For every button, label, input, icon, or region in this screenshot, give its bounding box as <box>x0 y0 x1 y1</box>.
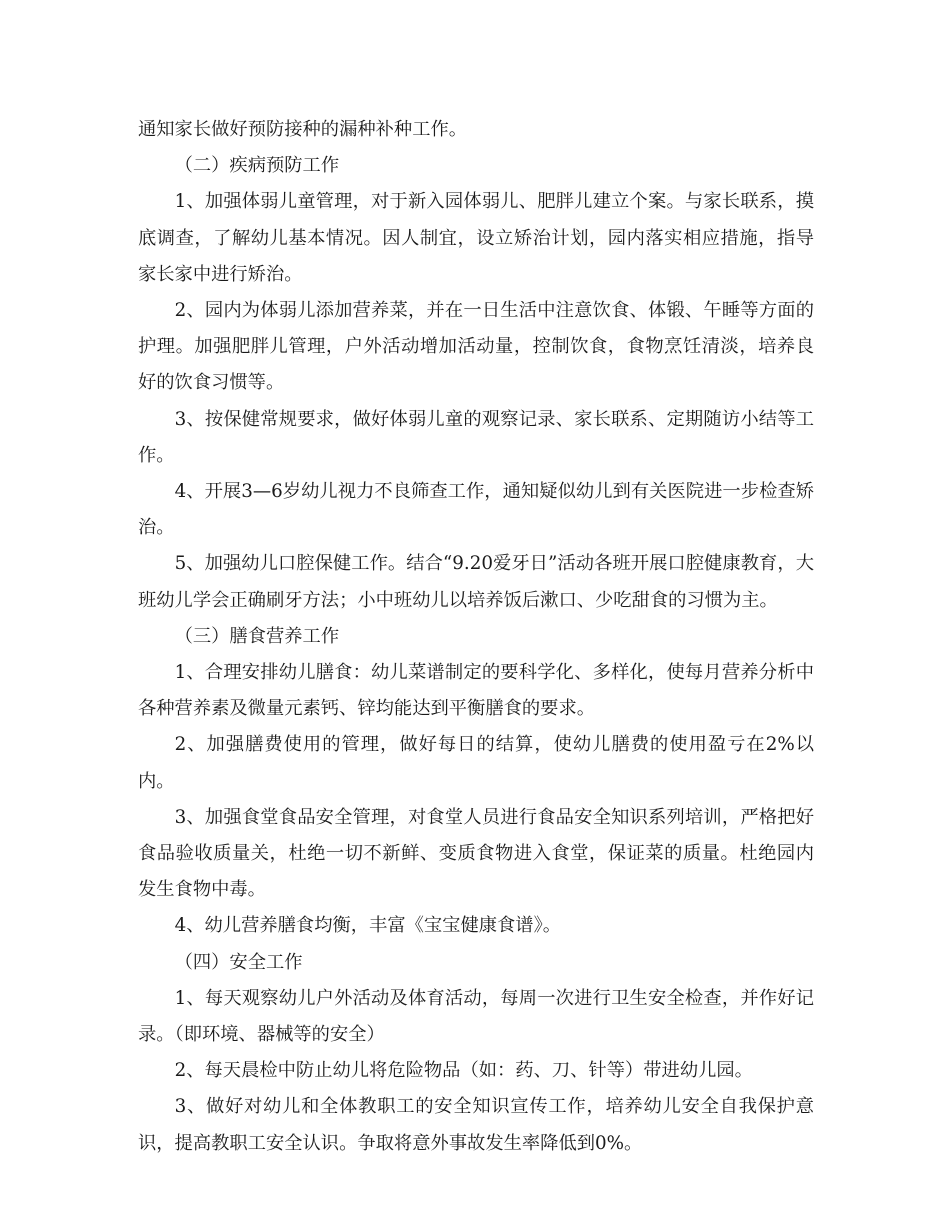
paragraph: 2、加强膳费使用的管理，做好每日的结算，使幼儿膳费的使用盈亏在2%以内。 <box>138 734 814 792</box>
paragraph: 1、合理安排幼儿膳食：幼儿菜谱制定的要科学化、多样化，使每月营养分析中各种营养素及微量元素钙、锌均能达到平衡膳食的要求。 <box>138 662 814 720</box>
paragraph-continuation: 通知家长做好预防接种的漏种补种工作。 <box>138 119 468 140</box>
document-body <box>138 112 814 1162</box>
paragraph: 3、做好对幼儿和全体教职工的安全知识宣传工作，培养幼儿安全自我保护意识，提高教职工安全认识。争取将意外事故发生率降低到0%。 <box>138 1096 814 1154</box>
section-heading-nutrition: （三）膳食营养工作 <box>174 625 340 647</box>
paragraph: 1、每天观察幼儿户外活动及体育活动，每周一次进行卫生安全检查，并作好记录。（即环境、器械等的安全） <box>138 987 814 1046</box>
paragraph: 2、每天晨检中防止幼儿将危险物品（如：药、刀、针等）带进幼儿园。 <box>174 1060 753 1082</box>
paragraph: 4、幼儿营养膳食均衡，丰富《宝宝健康食谱》。 <box>174 915 561 937</box>
paragraph: 4、开展3—6岁幼儿视力不良筛查工作，通知疑似幼儿到有关医院进一步检查矫治。 <box>138 481 814 539</box>
section-heading-safety: （四）安全工作 <box>174 951 303 973</box>
paragraph: 3、加强食堂食品安全管理，对食堂人员进行食品安全知识系列培训，严格把好食品验收质量关，杜绝一切不新鲜、变质食物进入食堂，保证菜的质量。杜绝园内发生食物中毒。 <box>138 806 814 901</box>
paragraph: 2、园内为体弱儿添加营养菜，并在一日生活中注意饮食、体锻、午睡等方面的护理。加强肥胖儿管理，户外活动增加活动量，控制饮食，食物烹饪清淡，培养良好的饮食习惯等。 <box>138 300 814 394</box>
paragraph: 1、加强体弱儿童管理，对于新入园体弱儿、肥胖儿建立个案。与家长联系，摸底调查，了解幼儿基本情况。因人制宜，设立矫治计划，园内落实相应措施，指导家长家中进行矫治。 <box>138 191 814 285</box>
paragraph: 3、按保健常规要求，做好体弱儿童的观察记录、家长联系、定期随访小结等工作。 <box>138 408 814 466</box>
section-heading-disease-prevention: （二）疾病预防工作 <box>174 155 340 177</box>
paragraph: 5、加强幼儿口腔保健工作。结合“9.20爱牙日”活动各班开展口腔健康教育，大班幼儿学会正确刷牙方法；小中班幼儿以培养饭后漱口、少吃甜食的习惯为主。 <box>138 553 814 611</box>
